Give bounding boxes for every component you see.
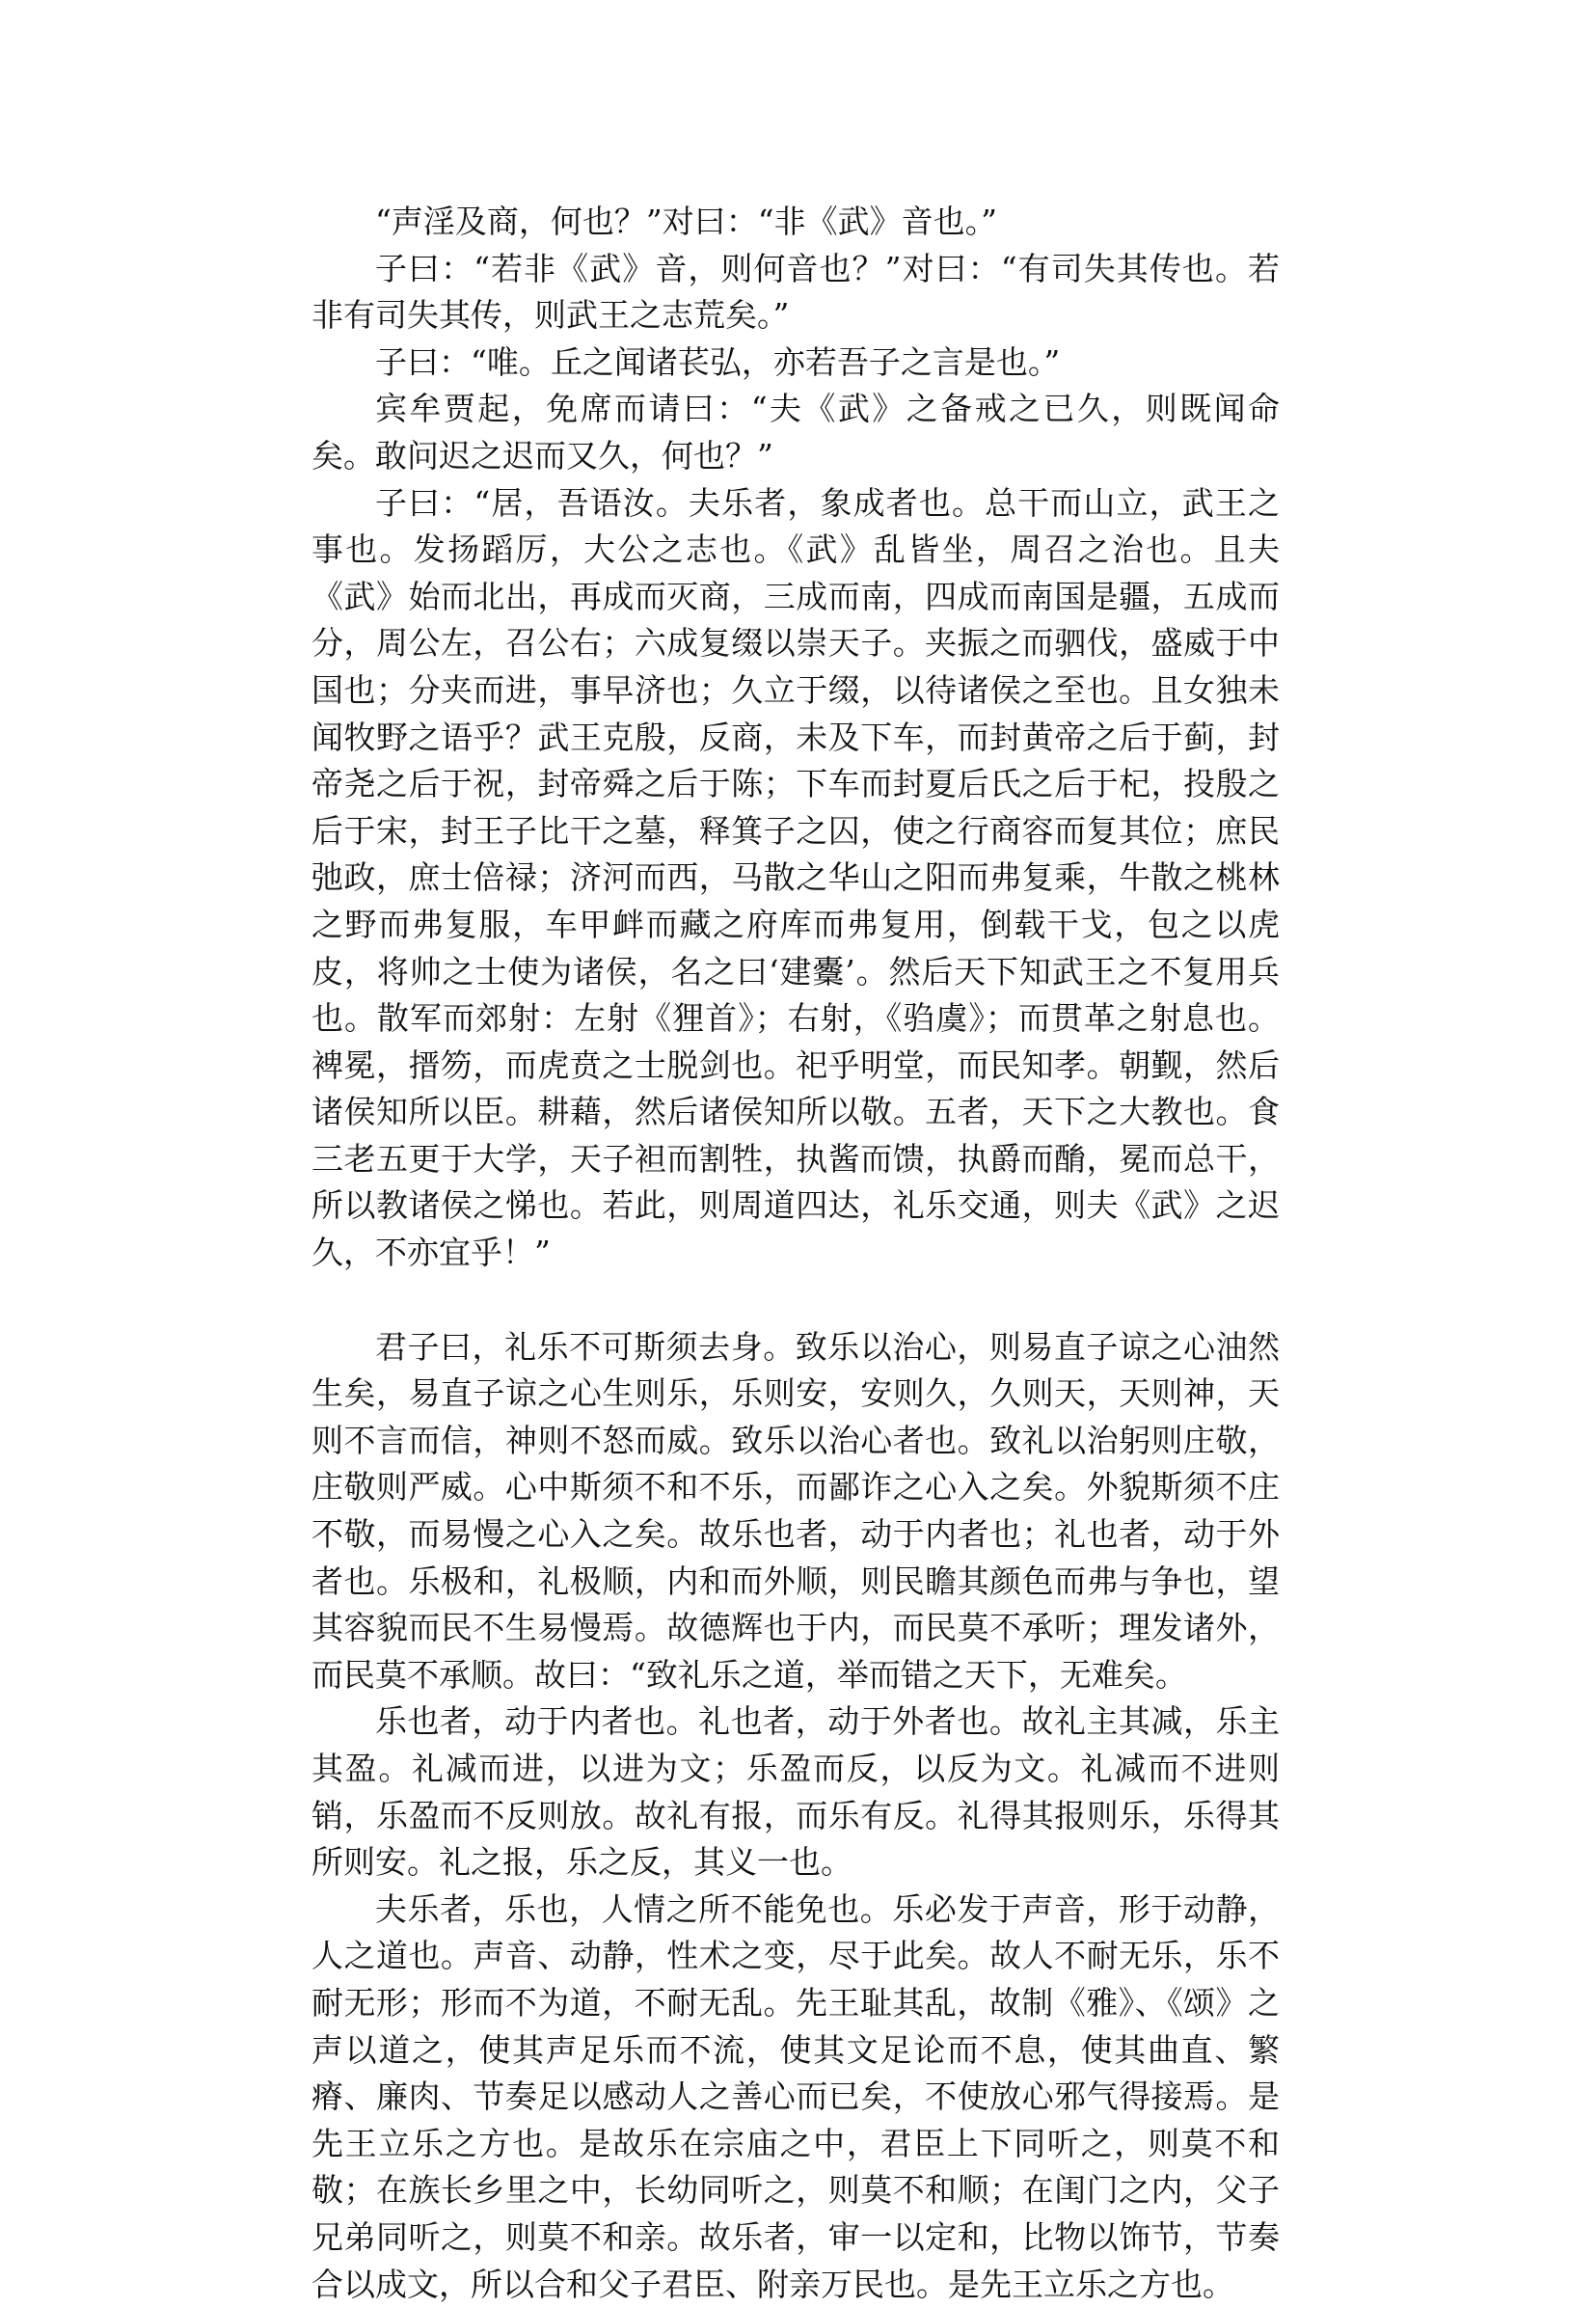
document-body [311,199,1280,2308]
paragraph-1: “声淫及商，何也？”对曰：“非《武》音也。” [375,203,997,240]
paragraph-8: 夫乐者，乐也，人情之所不能免也。乐必发于声音，形于动静，人之道也。声音、动静，性术之变，尽于此矣。故人不耐无乐，乐不耐无形；形而不为道，不耐无乱。先王耻其乱，故制《雅》、《颂》之声以道之，使其声足乐而不流，使其文足论而不息，使其曲直、繁瘠、廉肉、节奏足以感动人之善心而已矣，不使放心邪气得接焉。是先王立乐之方也。是故乐在宗庙之中，君臣上下同听之，则莫不和敬；在族长乡里之中，长幼同听之，则莫不和顺；在闺门之内，父子兄弟同听之，则莫不和亲。故乐者，审一以定和，比物以饰节，节奏合以成文，所以合和父子君臣、附亲万民也。是先王立乐之方也。 [311,1889,1280,2303]
paragraph-6: 君子曰，礼乐不可斯须去身。致乐以治心，则易直子谅之心油然生矣，易直子谅之心生则乐，乐则安，安则久，久则天，天则神，天则不言而信，神则不怒而威。致乐以治心者也。致礼以治躬则庄敬，庄敬则严威。心中斯须不和不乐，而鄙诈之心入之矣。外貌斯须不庄不敬，而易慢之心入之矣。故乐也者，动于内者也；礼也者，动于外者也。乐极和，礼极顺，内和而外顺，则民瞻其颜色而弗与争也，望其容貌而民不生易慢焉。故德辉也于内，而民莫不承听；理发诸外，而民莫不承顺。故曰：“致礼乐之道，举而错之天下，无难矣。 [311,1327,1280,1694]
paragraph-3: 子曰：“唯。丘之闻诸苌弘，亦若吾子之言是也。” [375,342,1061,381]
section-divider-space [311,1277,1280,1324]
paragraph-7: 乐也者，动于内者也。礼也者，动于外者也。故礼主其减，乐主其盈。礼减而进，以进为文；乐盈而反，以反为文。礼减而不进则销，乐盈而不反则放。故礼有报，而乐有反。礼得其报则乐，乐得其所则安。礼之报，乐之反，其义一也。 [311,1702,1280,1882]
paragraph-5: 子曰：“居，吾语汝。夫乐者，象成者也。总干而山立，武王之事也。发扬蹈厉，大公之志也。《武》乱皆坐，周召之治也。且夫《武》始而北出，再成而灭商，三成而南，四成而南国是疆，五成而分，周公左，召公右；六成复缀以崇天子。夹振之而驷伐，盛威于中国也；分夹而进，事早济也；久立于缀，以待诸侯之至也。且女独未闻牧野之语乎？武王克殷，反商，未及下车，而封黄帝之后于蓟，封帝尧之后于祝，封帝舜之后于陈；下车而封夏后氏之后于杞，投殷之后于宋，封王子比干之墓，释箕子之囚，使之行商容而复其位；庶民弛政，庶士倍禄；济河而西，马散之华山之阳而弗复乘，牛散之桃林之野而弗复服，车甲衅而藏之府库而弗复用，倒载干戈，包之以虎皮，将帅之士使为诸侯，名之曰‘建櫜’。然后天下知武王之不复用兵也。散军而郊射：左射《狸首》；右射，《驺虞》；而贯革之射息也。裨冕，搢笏，而虎贲之士脱剑也。祀乎明堂，而民知孝。朝觐，然后诸侯知所以臣。耕藉，然后诸侯知所以敬。五者，天下之大教也。食三老五更于大学，天子袒而割牲，执酱而馈，执爵而酳，冕而总干，所以教诸侯之悌也。若此，则周道四达，礼乐交通，则夫《武》之迟久，不亦宜乎！” [311,483,1280,1272]
paragraph-2: 子曰：“若非《武》音，则何音也？”对曰：“有司失其传也。若非有司失其传，则武王之志荒矣。” [311,249,1280,335]
paragraph-4: 宾牟贾起，免席而请曰：“夫《武》之备戒之已久，则既闻命矣。敢问迟之迟而又久，何也？” [311,390,1280,475]
